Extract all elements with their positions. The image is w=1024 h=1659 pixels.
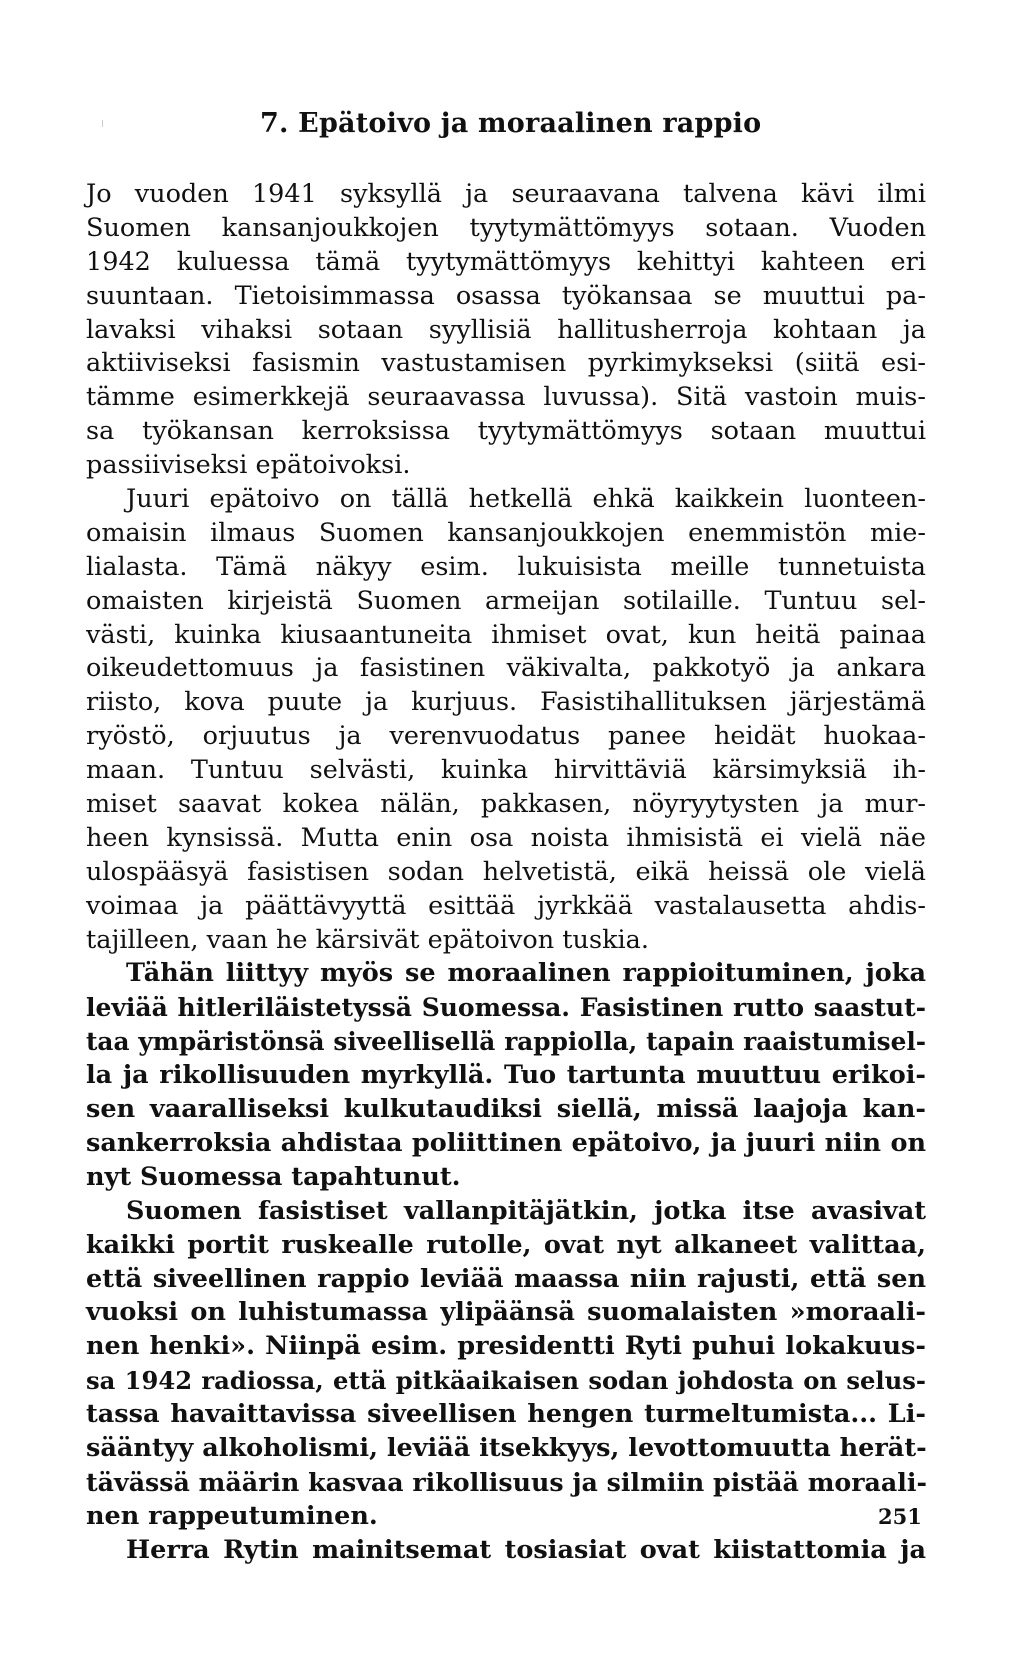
text-line: oikeudettomuus ja fasistinen väkivalta, pakkotyö ja ankara [86,653,926,684]
text-line: suuntaan. Tietoisimmassa osassa työkansaa se muuttui pa- [86,280,926,311]
text-line: lialasta. Tämä näkyy esim. lukuisista meille tunnetuista [86,551,926,582]
text-line: Tähän liittyy myös se moraalinen rappioituminen, joka [126,958,926,989]
text-line: Suomen fasistiset vallanpitäjätkin, jotka itse avasivat [126,1195,926,1226]
text-line: aktiiviseksi fasismin vastustamisen pyrkimykseksi (siitä esi- [86,348,926,379]
text-line: passiiviseksi epätoivoksi. [86,450,411,481]
text-line: sa työkansan kerroksissa tyytymättömyys sotaan muuttui [86,416,926,447]
text-line: leviää hitleriläistetyssä Suomessa. Fasistinen rutto saastut- [86,993,926,1023]
text-line: sa 1942 radiossa, että pitkäaikaisen sodan johdosta on selus- [86,1366,926,1396]
text-line: sääntyy alkoholismi, leviää itsekkyys, levottomuutta herät- [86,1432,927,1463]
text-line: nen henki». Niinpä esim. presidentti Ryti puhui lokakuus- [86,1331,926,1362]
text-line: tävässä määrin kasvaa rikollisuus ja silmiin pistää moraali- [86,1466,927,1497]
text-line: vuoksi on luhistumassa ylipäänsä suomalaisten »moraali- [86,1297,926,1328]
text-line: omaisin ilmaus Suomen kansanjoukkojen enemmistön mie- [86,517,926,548]
text-line: la ja rikollisuuden myrkyllä. Tuo tartunta muuttuu erikoi- [86,1060,926,1091]
text-line: västi, kuinka kiusaantuneita ihmiset ovat, kun heitä painaa [86,619,926,650]
text-line: lavaksi vihaksi sotaan syyllisiä hallitusherroja kohtaan ja [86,314,926,345]
text-line: Jo vuoden 1941 syksyllä ja seuraavana talvena kävi ilmi [86,179,926,209]
text-line: nen rappeutuminen. [86,1500,378,1531]
text-line: miset saavat kokea nälän, pakkasen, nöyryytysten ja mur- [86,789,926,820]
text-line: tassa havaittavissa siveellisen hengen turmeltumista... Li- [86,1399,926,1430]
body-text [86,178,926,1568]
text-line: taa ympäristönsä siveellisellä rappiolla, tapain raaistumisel- [86,1027,926,1057]
page-number: 251 [878,1504,922,1529]
text-line: voimaa ja päättävyyttä esittää jyrkkää vastalausetta ahdis- [86,890,926,921]
text-line: ulospääsyä fasistisen sodan helvetistä, eikä heissä ole vielä [86,856,926,887]
text-line: kaikki portit ruskealle rutolle, ovat nyt alkaneet valittaa, [86,1229,926,1260]
text-line: tämme esimerkkejä seuraavassa luvussa). Sitä vastoin muis- [86,382,926,413]
text-line: tajilleen, vaan he kärsivät epätoivon tuskia. [86,924,649,955]
text-line: omaisten kirjeistä Suomen armeijan sotilaille. Tuntuu sel- [86,585,926,616]
text-line: Herra Rytin mainitsemat tosiasiat ovat kiistattomia ja [126,1534,926,1565]
text-line: nyt Suomessa tapahtunut. [86,1161,461,1192]
chapter-heading: 7. Epätoivo ja moraalinen rappio [260,108,762,139]
text-line: sankerroksia ahdistaa poliittinen epätoivo, ja juuri niin on [86,1127,926,1158]
text-line: sen vaaralliseksi kulkutaudiksi siellä, missä laajoja kan- [86,1094,926,1125]
text-line: ryöstö, orjuutus ja verenvuodatus panee heidät huokaa- [86,721,926,752]
text-line: riisto, kova puute ja kurjuus. Fasistihallituksen järjestämä [86,687,926,718]
text-line: heen kynsissä. Mutta enin osa noista ihmisistä ei vielä näe [86,822,926,853]
text-line: maan. Tuntuu selvästi, kuinka hirvittäviä kärsimyksiä ih- [86,755,926,786]
text-line: Juuri epätoivo on tällä hetkellä ehkä kaikkein luonteen- [126,484,926,515]
scan-speck [102,120,103,127]
text-line: 1942 kuluessa tämä tyytymättömyys kehittyi kahteen eri [86,246,926,277]
text-line: Suomen kansanjoukkojen tyytymättömyys sotaan. Vuoden [86,212,926,243]
text-line: että siveellinen rappio leviää maassa niin rajusti, että sen [86,1263,926,1294]
